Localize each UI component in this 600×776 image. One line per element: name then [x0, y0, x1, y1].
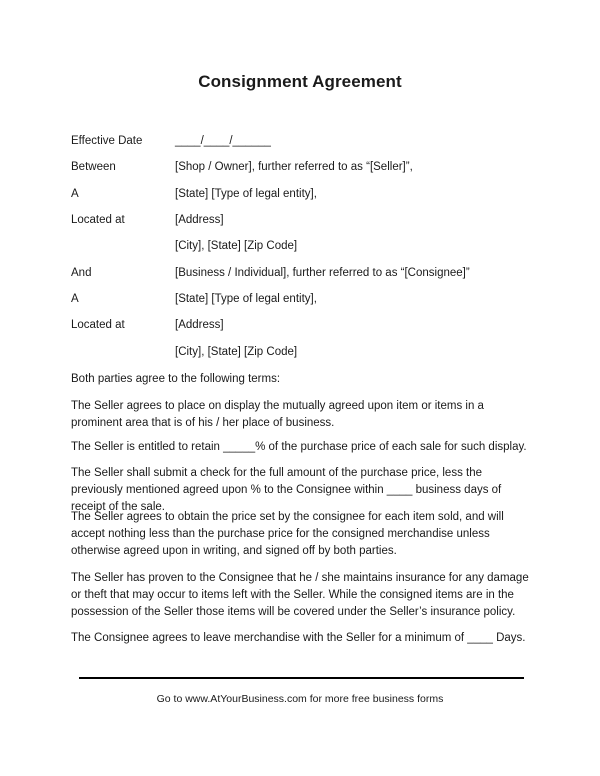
field-value-effective-date: ____/____/______ — [175, 135, 271, 147]
paragraph-price: The Seller agrees to obtain the price set by the consignee for each item sold, and will accept nothing less than the purchase price for the consigned merchandise unless otherwise agreed upon in writing, and signed off by both parties. — [71, 511, 504, 557]
paragraph-display: The Seller agrees to place on display the mutually agreed upon item or items in a prominent area that is of his / her place of business. — [71, 400, 484, 429]
footer-divider — [79, 677, 524, 679]
field-value-consignee-entity: [State] [Type of legal entity], — [175, 293, 317, 305]
field-label-between: Between — [71, 161, 116, 173]
field-label-located-at-consignee: Located at — [71, 319, 125, 331]
field-label-a-seller: A — [71, 188, 79, 200]
field-value-consignee: [Business / Individual], further referred to as “[Consignee]” — [175, 267, 470, 279]
field-value-seller-city: [City], [State] [Zip Code] — [175, 240, 298, 252]
document-title: Consignment Agreement — [198, 72, 402, 91]
paragraph-minimum: The Consignee agrees to leave merchandise with the Seller for a minimum of ____ Days. — [71, 632, 526, 644]
field-label-effective-date: Effective Date — [71, 135, 143, 147]
field-label-and: And — [71, 267, 92, 279]
paragraph-retain: The Seller is entitled to retain _____% of the purchase price of each sale for such display. — [71, 441, 527, 453]
footer-text: Go to www.AtYourBusiness.com for more free business forms — [156, 693, 444, 705]
paragraph-insurance: The Seller has proven to the Consignee that he / she maintains insurance for any damage or theft that may occur to items left with the Seller. While the consigned items are in the possession of the Seller those items will be covered under the Seller’s insurance policy. — [71, 572, 529, 618]
field-label-a-consignee: A — [71, 293, 79, 305]
paragraph-intro: Both parties agree to the following terms: — [71, 373, 281, 385]
field-value-consignee-city: [City], [State] [Zip Code] — [175, 346, 298, 358]
field-value-consignee-address: [Address] — [175, 319, 224, 331]
field-label-located-at-seller: Located at — [71, 214, 125, 226]
paragraph-check: The Seller shall submit a check for the full amount of the purchase price, less the previously mentioned agreed upon % to the Consignee within ____ business days of receipt of the sale. — [71, 467, 502, 513]
field-value-seller-entity: [State] [Type of legal entity], — [175, 188, 317, 200]
field-value-seller-address: [Address] — [175, 214, 224, 226]
field-value-seller: [Shop / Owner], further referred to as “[Seller]”, — [175, 161, 413, 173]
